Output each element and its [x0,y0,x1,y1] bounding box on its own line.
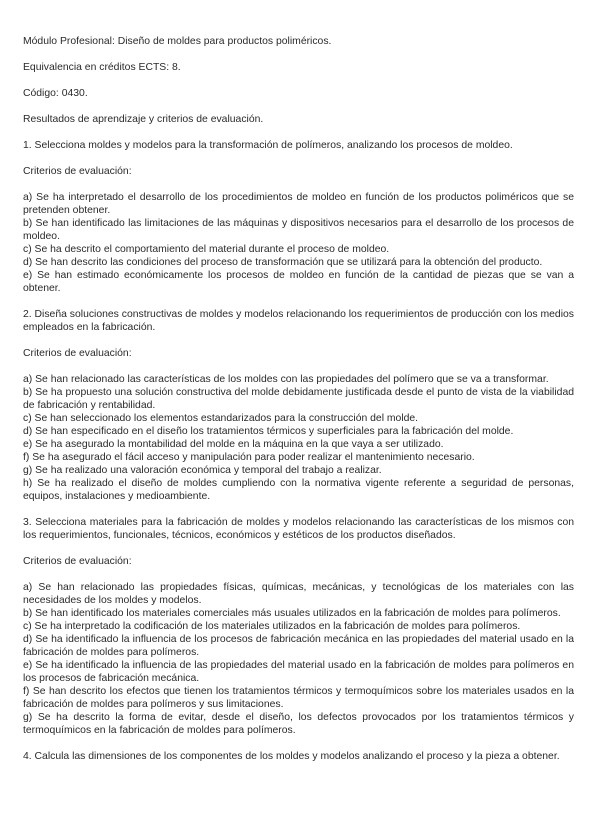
learning-result-2: 2. Diseña soluciones constructivas de moldes y modelos relacionando los requerimientos de producción con los medios empleados en la fabricación. [23,309,574,333]
criterion-item: e) Se han estimado económicamente los procesos de moldeo en función de la cantidad de piezas que se van a obtener. [23,270,574,294]
criteria-label-1: Criterios de evaluación: [23,166,132,177]
learning-result-4: 4. Calcula las dimensiones de los componentes de los moldes y modelos analizando el proceso y la pieza a obtener. [23,751,560,762]
ects-equivalence: Equivalencia en créditos ECTS: 8. [23,62,181,73]
module-title: Módulo Profesional: Diseño de moldes para productos poliméricos. [23,36,332,47]
criteria-label-3: Criterios de evaluación: [23,556,132,567]
module-code: Código: 0430. [23,88,88,99]
criterion-item: a) Se han relacionado las propiedades físicas, químicas, mecánicas, y tecnológicas de los materiales con las necesidades de los moldes y modelos. [23,582,574,606]
results-heading: Resultados de aprendizaje y criterios de evaluación. [23,114,264,125]
criterion-item: a) Se ha interpretado el desarrollo de los procedimientos de moldeo en función de los productos poliméricos que se pretenden obtener. [23,192,574,216]
document-page [23,35,574,776]
criterion-item: b) Se ha propuesto una solución constructiva del molde debidamente justificada desde el punto de vista de la viabilidad de fabricación y rentabilidad. [23,387,574,411]
criterion-item: d) Se han descrito las condiciones del proceso de transformación que se utilizará para la obtención del producto. [23,257,543,268]
criterion-item: d) Se ha identificado la influencia de los procesos de fabricación mecánica en las propiedades del material usado en la fabricación de moldes para polímeros. [23,634,574,658]
criterion-item: c) Se ha interpretado la codificación de los materiales utilizados en la fabricación de moldes para polímeros. [23,621,521,632]
criterion-item: b) Se han identificado las limitaciones de las máquinas y dispositivos necesarios para el desarrollo de los procesos de moldeo. [23,218,574,242]
criterion-item: g) Se ha descrito la forma de evitar, desde el diseño, los defectos provocados por los tratamientos térmicos y termoquímicos en la fabricación de moldes para polímeros. [23,712,574,736]
criteria-list-2 [23,373,574,503]
learning-result-3: 3. Selecciona materiales para la fabricación de moldes y modelos relacionando las características de los mismos con los requerimientos, funcionales, técnicos, económicos y estéticos de los productos diseñados. [23,517,574,541]
criterion-item: g) Se ha realizado una valoración económica y temporal del trabajo a realizar. [23,465,382,476]
criterion-item: e) Se ha asegurado la montabilidad del molde en la máquina en la que vaya a ser utilizado. [23,439,444,450]
criterion-item: c) Se ha descrito el comportamiento del material durante el proceso de moldeo. [23,244,390,255]
criterion-item: h) Se ha realizado el diseño de moldes cumpliendo con la normativa vigente referente a seguridad de personas, equipos, instalaciones y medioambiente. [23,478,574,502]
criterion-item: e) Se ha identificado la influencia de las propiedades del material usado en la fabricación de moldes para polímeros en los procesos de fabricación mecánica. [23,660,574,684]
criterion-item: b) Se han identificado los materiales comerciales más usuales utilizados en la fabricación de moldes para polímeros. [23,608,561,619]
criterion-item: f) Se han descrito los efectos que tienen los tratamientos térmicos y termoquímicos sobre los materiales usados en la fabricación de moldes para polímeros y sus limitaciones. [23,686,574,710]
criterion-item: a) Se han relacionado las características de los moldes con las propiedades del polímero que se va a transformar. [23,374,549,385]
criteria-label-2: Criterios de evaluación: [23,348,132,359]
criterion-item: f) Se ha asegurado el fácil acceso y manipulación para poder realizar el mantenimiento necesario. [23,452,475,463]
criterion-item: d) Se han especificado en el diseño los tratamientos térmicos y superficiales para la fabricación del molde. [23,426,514,437]
learning-result-1: 1. Selecciona moldes y modelos para la transformación de polímeros, analizando los procesos de moldeo. [23,140,513,151]
criteria-list-3 [23,581,574,737]
criteria-list-1 [23,191,574,295]
criterion-item: c) Se han seleccionado los elementos estandarizados para la construcción del molde. [23,413,419,424]
